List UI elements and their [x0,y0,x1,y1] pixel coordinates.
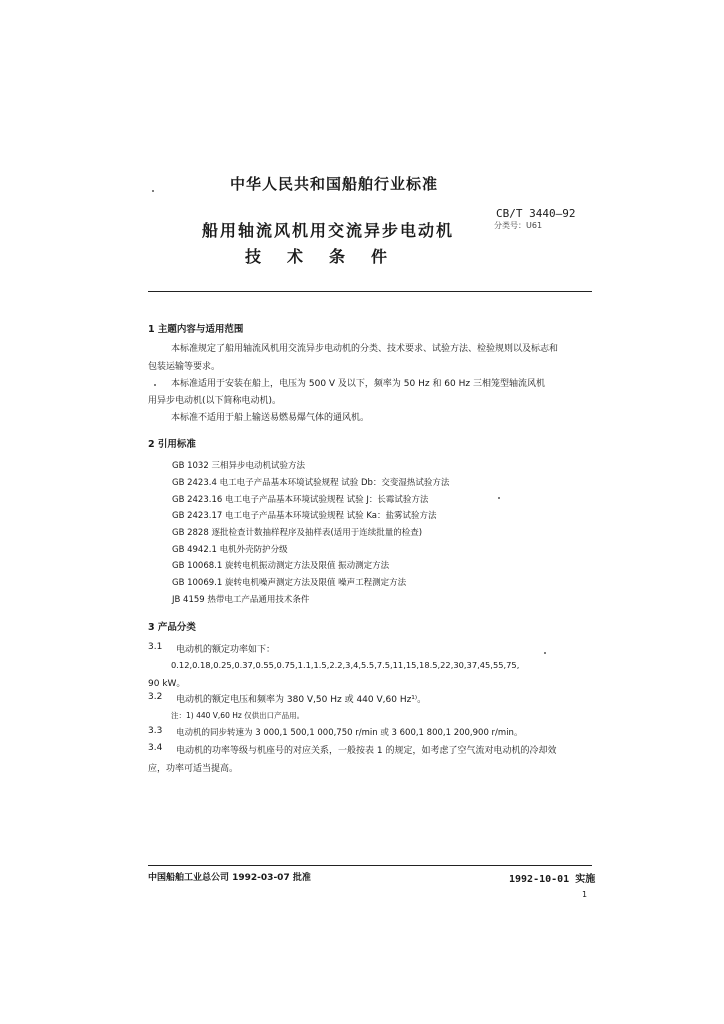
rated-power-values-cont: 90 kW。 [148,679,186,689]
subtitle-char: 术 [287,247,304,266]
standard-number: CB/T 3440—92 [496,207,576,220]
clause-3-1-number: 3.1 [148,642,163,652]
rated-power-values: 0.12,0.18,0.25,0.37,0.55,0.75,1.1,1.5,2.2,3,4,5.5,7.5,11,15,18.5,22,30,37,45,55,75, [171,660,520,670]
reference-item: GB 10068.1 旋转电机振动测定方法及限值 振动测定方法 [172,561,390,571]
subtitle-char: 条 [329,247,346,266]
scan-speck [154,384,156,386]
clause-3-4-text-cont: 应，功率可适当提高。 [148,764,239,774]
reference-item: JB 4159 热带电工产品通用技术条件 [172,595,310,605]
reference-item: GB 2423.17 电工电子产品基本环境试验规程 试验 Ka：盐雾试验方法 [172,511,437,521]
clause-3-4-number: 3.4 [148,743,163,753]
subtitle-char: 技 [245,247,262,266]
clause-3-3-number: 3.3 [148,726,163,736]
classification-number: 分类号：U61 [494,221,543,230]
clause-3-3-text: 电动机的同步转速为 3 000,1 500,1 000,750 r/min 或 3 600,1 800,1 200,900 r/min。 [176,728,523,738]
reference-item: GB 1032 三相异步电动机试验方法 [172,461,305,471]
clause-3-4-text: 电动机的功率等级与机座号的对应关系，一般按表 1 的规定，如考虑了空气流对电动机的冷却效 [176,746,557,756]
section-1-paragraph-2-cont: 用异步电动机(以下简称电动机)。 [148,396,282,406]
section-1-paragraph-1-cont: 包装运输等要求。 [148,362,221,372]
clause-3-2-text: 电动机的额定电压和频率为 380 V,50 Hz 或 440 V,60 Hz¹⁾。 [176,695,427,705]
document-subtitle [245,244,413,267]
section-1-paragraph-2: 本标准适用于安装在船上，电压为 500 V 及以下，频率为 50 Hz 和 60 Hz 三相笼型轴流风机 [171,379,545,389]
subtitle-char: 件 [371,247,388,266]
reference-item: GB 4942.1 电机外壳防护分级 [172,545,288,555]
clause-3-2-note: 注：1) 440 V,60 Hz 仅供出口产品用。 [171,711,305,720]
reference-item: GB 2423.4 电工电子产品基本环境试验规程 试验 Db：交变湿热试验方法 [172,478,450,488]
header-divider [148,291,592,292]
section-1-paragraph-3: 本标准不适用于船上输送易燃易爆气体的通风机。 [171,413,370,423]
reference-item: GB 2423.16 电工电子产品基本环境试验规程 试验 J：长霉试验方法 [172,495,429,505]
reference-item: GB 2828 逐批检查计数抽样程序及抽样表(适用于连续批量的检查) [172,528,423,538]
scan-speck [544,652,546,654]
scan-speck [498,497,500,499]
footer-divider [148,865,592,866]
scan-speck [152,190,154,192]
approval-line: 中国船舶工业总公司 1992-03-07 批准 [148,873,311,883]
section-1-paragraph-1: 本标准规定了船用轴流风机用交流异步电动机的分类、技术要求、试验方法、检验规则以及标志和 [171,344,559,354]
page-number: 1 [582,890,588,899]
effective-date: 1992-10-01 实施 [509,874,596,885]
clause-3-1-text: 电动机的额定功率如下： [176,645,276,655]
issuing-body-title: 中华人民共和国船舶行业标准 [230,175,439,193]
section-1-heading: 1 主题内容与适用范围 [148,324,244,335]
clause-3-2-number: 3.2 [148,692,163,702]
reference-item: GB 10069.1 旋转电机噪声测定方法及限值 噪声工程测定方法 [172,578,407,588]
section-2-heading: 2 引用标准 [148,439,196,450]
document-title: 船用轴流风机用交流异步电动机 [202,221,455,240]
section-3-heading: 3 产品分类 [148,622,196,633]
